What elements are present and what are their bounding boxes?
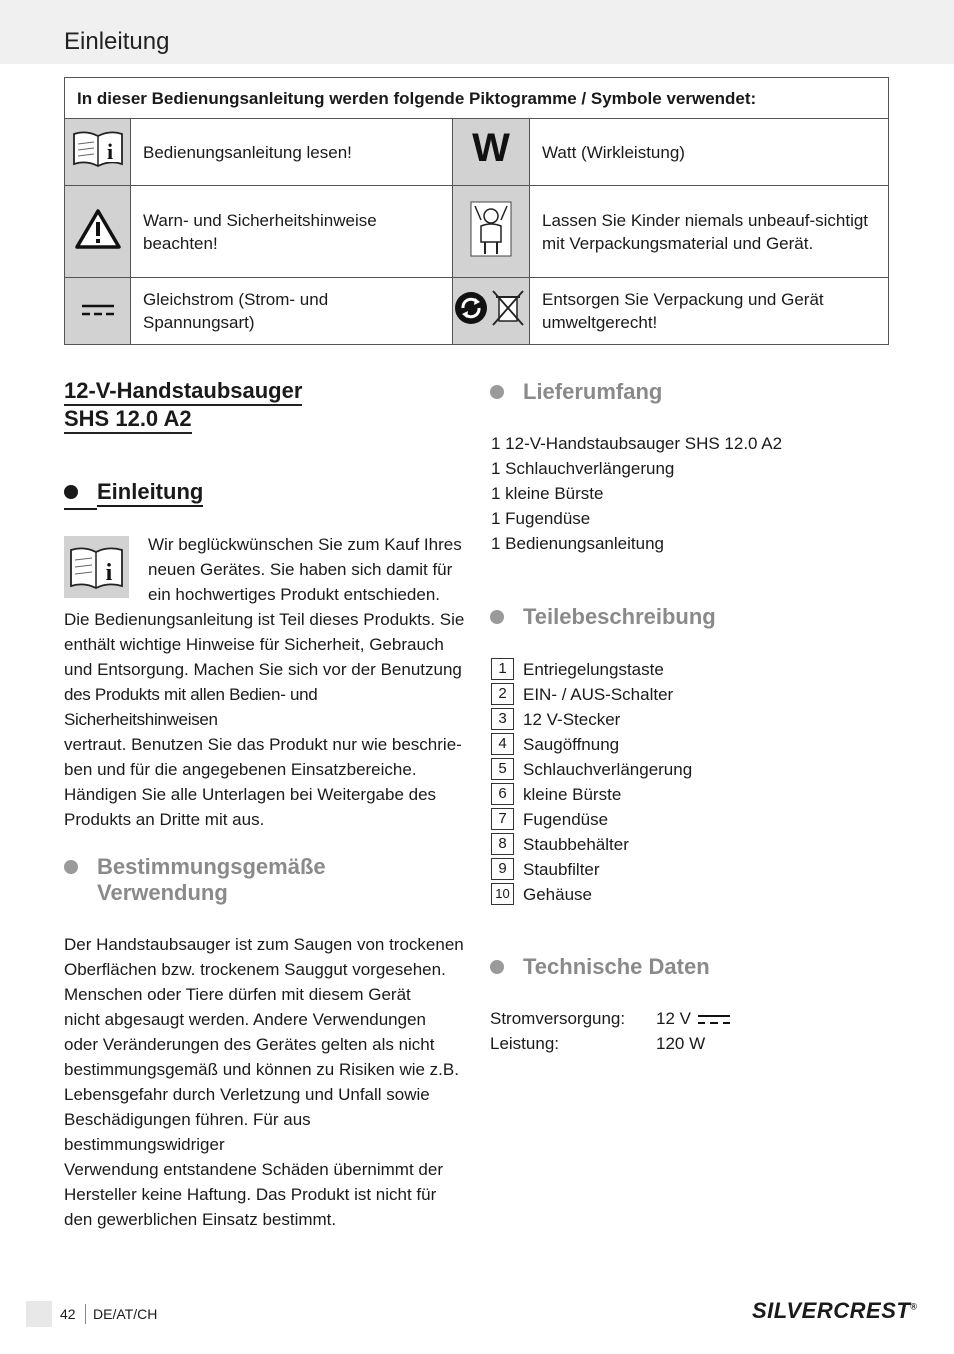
- symbol-table-heading: In dieser Bedienungsanleitung werden folgende Piktogramme / Symbole verwendet:: [65, 78, 889, 119]
- teile-heading-text: Teilebeschreibung: [523, 604, 716, 629]
- part-label: Entriegelungstaste: [523, 660, 664, 679]
- footer-marker: [26, 1301, 52, 1327]
- part-number: 6: [491, 783, 514, 805]
- list-item: 1 Fugendüse: [491, 509, 591, 528]
- list-item: 1 kleine Bürste: [491, 484, 604, 503]
- product-title: [64, 378, 302, 434]
- part-label: kleine Bürste: [523, 785, 622, 804]
- bullet-dot: [490, 610, 504, 624]
- bullet-dot: [490, 385, 504, 399]
- text-line: enthält wichtige Hinweise für Sicherheit, Gebrauch: [64, 635, 444, 654]
- book-info-icon: [64, 536, 129, 598]
- bullet-dot: [64, 485, 78, 499]
- part-number: 7: [491, 808, 514, 830]
- text-line: Oberflächen bzw. trockenem Sauggut vorgesehen.: [64, 960, 446, 979]
- symbol-text-disposal: Entsorgen Sie Verpackung und Gerät umweltgerecht!: [530, 278, 889, 345]
- einleitung-text: [64, 607, 474, 832]
- symbol-text-read-manual: Bedienungsanleitung lesen!: [131, 119, 453, 186]
- lieferumfang-list: [491, 431, 782, 556]
- symbol-table: [64, 77, 889, 345]
- direct-current-icon: [65, 278, 131, 345]
- locale-label: DE/AT/CH: [93, 1306, 158, 1322]
- part-label: 12 V-Stecker: [523, 710, 621, 729]
- symbol-text-dc: Gleichstrom (Strom- und Spannungsart): [131, 278, 453, 345]
- heading-line: Bestimmungsgemäße: [97, 854, 326, 879]
- heading-line: Verwendung: [97, 880, 228, 905]
- text-line: ein hochwertiges Produkt entschieden.: [148, 585, 441, 604]
- part-label: Fugendüse: [523, 810, 609, 829]
- part-number: 10: [491, 883, 514, 905]
- einleitung-heading-text: Einleitung: [97, 479, 203, 507]
- bestimmung-text: [64, 932, 474, 1232]
- text-line: und Entsorgung. Machen Sie sich vor der Benutzung: [64, 660, 462, 679]
- list-item: 1 Schlauchverlängerung: [491, 459, 675, 478]
- part-label: Staubfilter: [523, 860, 600, 879]
- text-line: Beschädigungen führen. Für aus bestimmungswidriger: [64, 1110, 311, 1154]
- part-number: 2: [491, 683, 514, 705]
- part-number: 9: [491, 858, 514, 880]
- text-line: nicht abgesaugt werden. Andere Verwendungen: [64, 1010, 426, 1029]
- recycle-dispose-icon: [453, 278, 530, 345]
- warning-triangle-icon: [65, 186, 131, 278]
- list-item: 1 Bedienungsanleitung: [491, 534, 664, 553]
- tech-label: Stromversorgung:: [490, 1009, 626, 1028]
- product-title-line2: SHS 12.0 A2: [64, 406, 192, 434]
- text-line: ben und für die angegebenen Einsatzbereiche.: [64, 760, 417, 779]
- symbol-text-warning: Warn- und Sicherheitshinweise beachten!: [131, 186, 453, 278]
- part-label: EIN- / AUS-Schalter: [523, 685, 674, 704]
- registered-mark: ®: [910, 1301, 918, 1312]
- text-line: Der Handstaubsauger ist zum Saugen von trockenen: [64, 935, 464, 954]
- part-number: 4: [491, 733, 514, 755]
- footer-divider: [85, 1304, 86, 1324]
- technische-daten-heading-text: Technische Daten: [523, 954, 710, 979]
- watt-symbol: [453, 119, 530, 186]
- part-number: 5: [491, 758, 514, 780]
- text-line: vertraut. Benutzen Sie das Produkt nur wie beschrie-: [64, 735, 462, 754]
- einleitung-text-indented: [148, 532, 462, 607]
- text-line: des Produkts mit allen Bedien- und Sicherheitshinweisen: [64, 685, 318, 729]
- text-line: Verwendung entstandene Schäden übernimmt der: [64, 1160, 443, 1179]
- child-packaging-icon: [453, 186, 530, 278]
- product-title-line1: 12-V-Handstaubsauger: [64, 378, 302, 406]
- tech-value: 120 W: [656, 1034, 706, 1053]
- text-line: Produkts an Dritte mit aus.: [64, 810, 265, 829]
- tech-label: Leistung:: [490, 1034, 559, 1053]
- part-number: 1: [491, 658, 514, 680]
- part-label: Gehäuse: [523, 885, 592, 904]
- list-item: 1 12-V-Handstaubsauger SHS 12.0 A2: [491, 434, 783, 453]
- direct-current-icon: [696, 1014, 732, 1026]
- brand-name: SILVERCREST: [752, 1298, 911, 1323]
- bestimmung-heading-text: [97, 854, 326, 906]
- text-line: Die Bedienungsanleitung ist Teil dieses Produkts. Sie: [64, 610, 465, 629]
- text-line: neuen Gerätes. Sie haben sich damit für: [148, 560, 453, 579]
- text-line: Menschen oder Tiere dürfen mit diesem Gerät: [64, 985, 411, 1004]
- page-header-title: Einleitung: [64, 28, 170, 55]
- page-number: 42: [60, 1306, 76, 1322]
- text-line: Wir beglückwünschen Sie zum Kauf Ihres: [148, 535, 462, 554]
- tech-value: 12 V: [656, 1009, 691, 1028]
- brand-logo: [752, 1298, 917, 1324]
- text-line: Hersteller keine Haftung. Das Produkt ist nicht für: [64, 1185, 437, 1204]
- text-line: Lebensgefahr durch Verletzung und Unfall sowie: [64, 1085, 430, 1104]
- lieferumfang-heading-text: Lieferumfang: [523, 379, 663, 404]
- text-line: bestimmungsgemäß und können zu Risiken wie z.B.: [64, 1060, 459, 1079]
- text-line: den gewerblichen Einsatz bestimmt.: [64, 1210, 337, 1229]
- bullet-dot: [64, 860, 78, 874]
- tech-value-group: [656, 1006, 732, 1031]
- part-number: 3: [491, 708, 514, 730]
- symbol-text-watt: Watt (Wirkleistung): [530, 119, 889, 186]
- part-number: 8: [491, 833, 514, 855]
- watt-glyph: W: [472, 126, 510, 170]
- svg-text:i: i: [105, 560, 113, 586]
- symbol-text-children: Lassen Sie Kinder niemals unbeauf-sichtigt mit Verpackungsmaterial und Gerät.: [530, 186, 889, 278]
- book-info-icon: [65, 119, 131, 186]
- part-label: Schlauchverlängerung: [523, 760, 693, 779]
- svg-text:i: i: [106, 139, 113, 164]
- part-label: Saugöffnung: [523, 735, 620, 754]
- text-line: oder Veränderungen des Gerätes gelten als nicht: [64, 1035, 435, 1054]
- text-line: Händigen Sie alle Unterlagen bei Weitergabe des: [64, 785, 437, 804]
- part-label: Staubbehälter: [523, 835, 629, 854]
- bullet-dot: [490, 960, 504, 974]
